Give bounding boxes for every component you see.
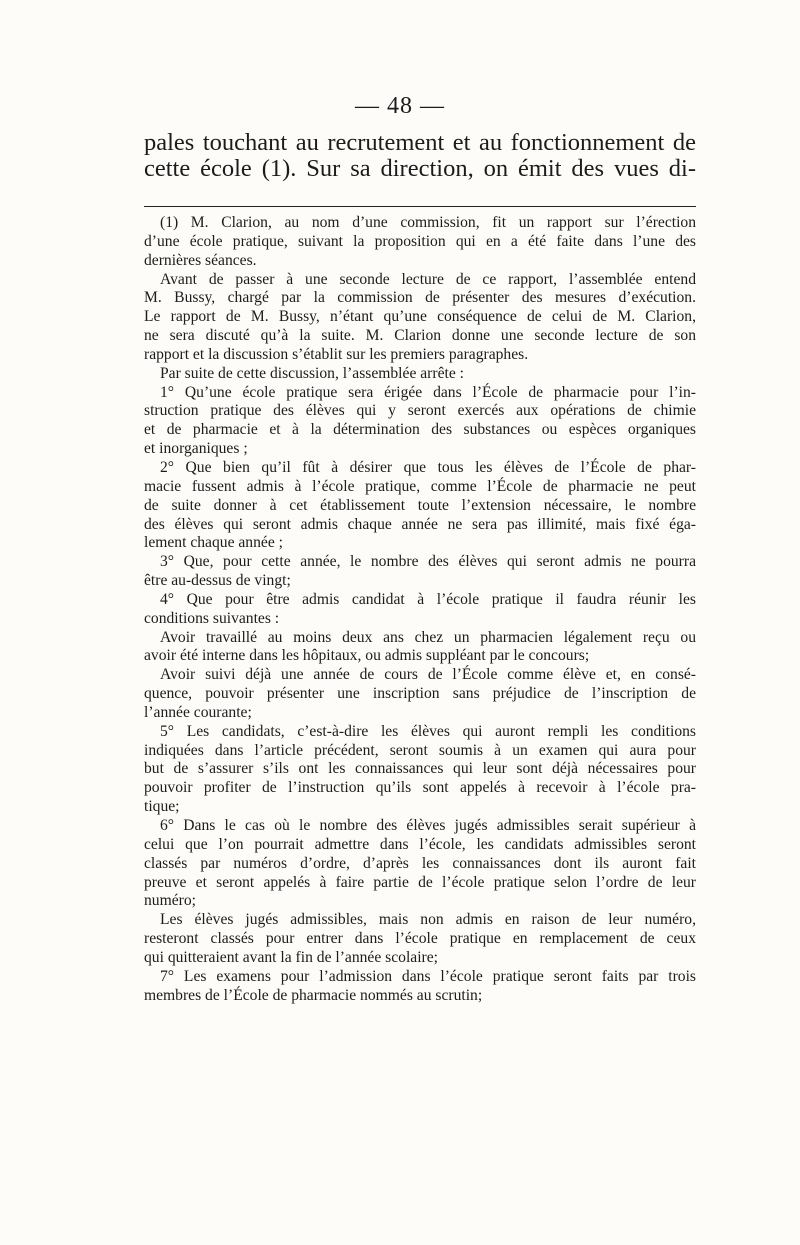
footnote-line: ne sera discuté qu’à la suite. M. Clarion donne une seconde lecture de son xyxy=(144,327,696,345)
footnote-line: d’une école pratique, suivant la proposition qui en a été faite dans l’une des xyxy=(144,232,696,250)
footnote-line: 6° Dans le cas où le nombre des élèves jugés admissibles serait supérieur à xyxy=(160,817,696,834)
footnote xyxy=(144,214,696,1005)
footnote-line: pouvoir profiter de l’instruction qu’ils sont appelés à recevoir à l’école pra- xyxy=(144,779,696,797)
footnote-line: rapport et la discussion s’établit sur les premiers paragraphes. xyxy=(144,345,529,363)
footnote-line: resteront classés pour entrer dans l’école pratique en remplacement de ceux xyxy=(144,930,696,948)
footnote-separator xyxy=(144,206,696,207)
footnote-line: 5° Les candidats, c’est-à-dire les élèves qui auront rempli les conditions xyxy=(160,722,696,740)
footnote-line: quence, pouvoir présenter une inscription sans préjudice de l’inscription de xyxy=(144,685,696,703)
page-number: — 48 — xyxy=(355,93,445,119)
footnote-line: preuve et seront appelés à faire partie de l’école pratique selon l’ordre de leur xyxy=(144,873,696,891)
footnote-line: 4° Que pour être admis candidat à l’école pratique il faudra réunir les xyxy=(160,590,696,608)
footnote-line: Avoir travaillé au moins deux ans chez un pharmacien légalement reçu ou xyxy=(160,628,696,646)
main-text-line: pales touchant au recrutement et au fonctionnement de xyxy=(144,129,696,156)
footnote-line: struction pratique des élèves qui y seront exercés aux opérations de chimie xyxy=(144,402,696,420)
footnote-line: de suite donner à cet établissement toute l’extension nécessaire, le nombre xyxy=(144,496,696,514)
footnote-line: qui quitteraient avant la fin de l’année scolaire; xyxy=(144,948,438,966)
footnote-line: but de s’assurer s’ils ont les connaissances qui leur sont déjà nécessaires pour xyxy=(144,760,696,778)
footnote-line: être au-dessus de vingt; xyxy=(144,572,291,590)
footnote-line: macie fussent admis à l’école pratique, comme l’École de pharmacie ne peut xyxy=(144,477,696,495)
footnote-line: conditions suivantes : xyxy=(144,609,280,627)
footnote-line: Le rapport de M. Bussy, n’étant qu’une conséquence de celui de M. Clarion, xyxy=(144,308,696,326)
footnote-line: Les élèves jugés admissibles, mais non admis en raison de leur numéro, xyxy=(160,911,696,929)
footnote-line: 2° Que bien qu’il fût à désirer que tous les élèves de l’École de phar- xyxy=(160,458,696,476)
footnote-line: Avoir suivi déjà une année de cours de l’École comme élève et, en consé- xyxy=(160,666,696,684)
footnote-line: Avant de passer à une seconde lecture de ce rapport, l’assemblée entend xyxy=(160,270,696,288)
main-text xyxy=(144,130,696,182)
footnote-line: et de pharmacie et à la détermination des substances ou espèces organiques xyxy=(144,421,696,439)
footnote-line: et inorganiques ; xyxy=(144,440,248,458)
footnote-line: des élèves qui seront admis chaque année ne sera pas illimité, mais fixé éga- xyxy=(144,515,696,533)
footnote-line: 7° Les examens pour l’admission dans l’école pratique seront faits par trois xyxy=(160,967,696,985)
footnote-line: classés par numéros d’ordre, d’après les connaissances dont ils auront fait xyxy=(144,854,696,872)
footnote-line: indiquées dans l’article précédent, seront soumis à un examen qui aura pour xyxy=(144,741,696,759)
footnote-line: dernières séances. xyxy=(144,251,257,269)
footnote-line: (1) M. Clarion, au nom d’une commission, fit un rapport sur l’érection xyxy=(160,214,696,231)
footnote-line: avoir été interne dans les hôpitaux, ou admis suppléant par le concours; xyxy=(144,647,590,665)
footnote-line: tique; xyxy=(144,798,180,816)
footnote-line: 1° Qu’une école pratique sera érigée dans l’École de pharmacie pour l’in- xyxy=(160,383,696,401)
footnote-line: membres de l’École de pharmacie nommés au scrutin; xyxy=(144,986,483,1004)
main-text-line: cette école (1). Sur sa direction, on émit des vues di- xyxy=(144,155,696,182)
footnote-line: lement chaque année ; xyxy=(144,534,283,552)
footnote-line: celui que l’on pourrait admettre dans l’école, les candidats admissibles seront xyxy=(144,835,696,853)
footnote-line: l’année courante; xyxy=(144,703,252,721)
footnote-line: Par suite de cette discussion, l’assemblée arrête : xyxy=(160,364,464,382)
footnote-line: 3° Que, pour cette année, le nombre des élèves qui seront admis ne pourra xyxy=(160,553,696,571)
footnote-line: M. Bussy, chargé par la commission de présenter des mesures d’exécution. xyxy=(144,289,696,307)
footnote-line: numéro; xyxy=(144,892,196,910)
